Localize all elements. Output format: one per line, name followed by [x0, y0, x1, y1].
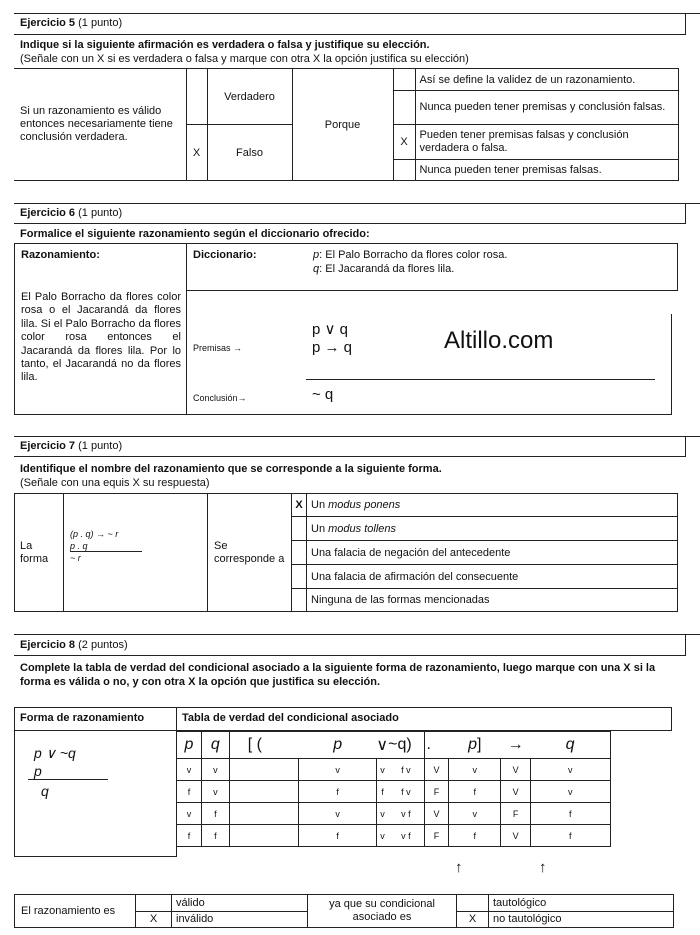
ej8-form-line3: q: [41, 783, 49, 799]
tt-head: q: [531, 732, 611, 759]
rule: [685, 436, 686, 457]
tt-cell: v: [376, 825, 388, 847]
tt-cell: f: [201, 803, 229, 825]
tt-pad: [610, 781, 695, 803]
ej5-instruction: Indique si la siguiente afirmación es verdadera o falsa y justifique su elección.: [20, 39, 430, 51]
tt-cell: v: [376, 803, 388, 825]
ej8-table-header: Tabla de verdad del condicional asociado: [182, 712, 399, 724]
ej8-instruction: Complete la tabla de verdad del condicional asociado a la siguiente forma de razonamiento, luego marque con una X si la forma es válida o no, y con otra X la opción que justifica su elección.: [20, 662, 656, 688]
ej8-valid: válido: [172, 895, 308, 912]
ej6-dict-p: p: El Palo Borracho da flores color rosa.: [313, 249, 508, 261]
tt-cell: F: [424, 825, 449, 847]
ej8-not-taut: no tautológico: [489, 911, 674, 928]
tt-head: ~q): [388, 732, 424, 759]
ej7-note: (Señale con una equis X su respuesta): [20, 477, 210, 489]
tt-head: p]: [449, 732, 501, 759]
tt-head: p: [177, 732, 202, 759]
tt-cell: [229, 759, 299, 781]
rule: [677, 243, 678, 291]
ej6-premise-1: p ∨ q: [312, 321, 348, 338]
ej5-table: [14, 68, 679, 181]
tt-cell: f v: [388, 759, 424, 781]
ej5-reason: Pueden tener premisas falsas y conclusión verdadera o falsa.: [415, 125, 679, 159]
ej8-result-table: [14, 894, 674, 928]
tt-head: p: [299, 732, 377, 759]
rule: [14, 223, 686, 224]
tt-cell: f: [531, 803, 611, 825]
tt-cell: v: [177, 803, 202, 825]
ej6-instruction: Formalice el siguiente razonamiento según el diccionario ofrecido:: [20, 228, 370, 240]
tt-cell: v: [449, 803, 501, 825]
tt-cell: v: [449, 759, 501, 781]
ej8-because: ya que su condicional asociado es: [308, 895, 457, 928]
ej7-option-mark[interactable]: X: [292, 494, 307, 517]
ej7-form-label: La forma: [15, 494, 64, 612]
ej5-because: Porque: [292, 69, 393, 181]
tt-cell: v: [376, 759, 388, 781]
tt-cell: f: [177, 825, 202, 847]
ej5-reason: Nunca pueden tener premisas y conclusión falsas.: [415, 91, 679, 125]
tt-head: .: [424, 732, 449, 759]
tt-cell: v f: [388, 803, 424, 825]
rule: [14, 856, 177, 857]
ej7-option: Un modus tollens: [307, 517, 678, 541]
tt-cell: [229, 803, 299, 825]
tt-cell: f: [177, 781, 202, 803]
tt-cell: f: [449, 825, 501, 847]
ej5-true-mark[interactable]: [186, 69, 207, 125]
rule: [14, 34, 686, 35]
rule: [14, 414, 672, 415]
rule: [14, 707, 15, 731]
rule: [671, 314, 672, 414]
ej5-true-label: Verdadero: [207, 69, 292, 125]
tt-cell: f: [449, 781, 501, 803]
tt-cell: V: [424, 803, 449, 825]
ej6-premise-2: p → q: [312, 339, 353, 356]
ej8-form-line2: p: [34, 763, 42, 779]
tt-cell: V: [424, 759, 449, 781]
ej6-conclusion-label: Conclusión→: [193, 393, 247, 403]
form-rule: [28, 779, 108, 780]
ej6-reasoning-label: Razonamiento:: [21, 249, 100, 261]
tt-cell: v: [177, 759, 202, 781]
ej7-form-line3: ~ r: [70, 552, 81, 563]
ej6-conclusion: ~ q: [312, 386, 334, 403]
ej7-form-line1: (p . q) → ~ r: [70, 528, 119, 539]
ej5-reason: Nunca pueden tener premisas falsas.: [415, 159, 679, 180]
ej7-instruction: Identifique el nombre del razonamiento que se corresponde a la siguiente forma.: [20, 463, 442, 475]
tt-cell: F: [501, 803, 531, 825]
ej5-false-label: Falso: [207, 125, 292, 181]
ej6-heading: Ejercicio 6 (1 punto): [20, 207, 123, 219]
ej7-option: Una falacia de afirmación del consecuente: [307, 565, 678, 589]
tt-cell: f: [299, 825, 377, 847]
tt-cell: [229, 825, 299, 847]
tt-cell: f: [376, 781, 388, 803]
tt-head: [ (: [229, 732, 299, 759]
ej7-heading: Ejercicio 7 (1 punto): [20, 440, 123, 452]
ej8-invalid-mark[interactable]: X: [136, 911, 172, 928]
ej5-reason-mark[interactable]: [393, 69, 415, 91]
tt-cell: v: [201, 781, 229, 803]
ej7-option-mark[interactable]: [292, 541, 307, 565]
tt-cell: f: [299, 781, 377, 803]
tt-cell: v: [531, 781, 611, 803]
ej5-heading: Ejercicio 5 (1 punto): [20, 17, 123, 29]
tt-cell: F: [424, 781, 449, 803]
rule: [14, 13, 700, 14]
tt-cell: [229, 781, 299, 803]
ej8-form-line1: p ∨ ~q: [34, 745, 76, 761]
tt-cell: v: [299, 803, 377, 825]
rule: [14, 243, 15, 415]
ej5-statement: Si un razonamiento es válido entonces necesariamente tiene conclusión verdadera.: [14, 69, 186, 181]
ej6-dict-q: q: El Jacarandá da flores lila.: [313, 263, 455, 275]
ej6-dict-label: Diccionario:: [193, 249, 257, 261]
ej7-option: Una falacia de negación del antecedente: [307, 541, 678, 565]
tt-cell: v: [299, 759, 377, 781]
tt-cell: V: [501, 781, 531, 803]
arrow-up-icon: ↑: [455, 859, 463, 876]
tt-cell: v: [531, 759, 611, 781]
watermark: Altillo.com: [444, 327, 554, 354]
ej7-option-mark[interactable]: [292, 589, 307, 612]
ej5-false-mark[interactable]: X: [186, 125, 207, 181]
tt-cell: V: [501, 825, 531, 847]
ej5-reason-mark[interactable]: X: [393, 125, 415, 159]
tt-head: q: [201, 732, 229, 759]
tt-pad: [610, 759, 695, 781]
rule: [186, 243, 187, 415]
tt-cell: f v: [388, 781, 424, 803]
ej6-premisas-label: Premisas →: [193, 343, 243, 353]
rule: [685, 203, 686, 224]
conclusion-rule: [306, 379, 655, 380]
ej8-invalid: inválido: [172, 911, 308, 928]
rule: [685, 634, 686, 656]
rule: [14, 634, 700, 635]
rule: [14, 707, 672, 708]
ej5-reason-mark[interactable]: [393, 91, 415, 125]
tt-cell: v f: [388, 825, 424, 847]
tt-cell: f: [531, 825, 611, 847]
rule: [14, 456, 686, 457]
ej7-option-mark[interactable]: [292, 517, 307, 541]
ej7-form-line2: p . q: [70, 539, 142, 552]
rule: [671, 707, 672, 731]
ej8-form-header: Forma de razonamiento: [20, 712, 145, 724]
tt-head: →: [501, 732, 531, 759]
ej7-option-mark[interactable]: [292, 565, 307, 589]
rule: [14, 203, 700, 204]
ej8-taut: tautológico: [489, 895, 674, 912]
tt-head: ∨: [376, 732, 388, 759]
ej8-valid-mark[interactable]: [136, 895, 172, 912]
ej8-not-taut-mark[interactable]: X: [457, 911, 489, 928]
ej7-option: Ninguna de las formas mencionadas: [307, 589, 678, 612]
ej7-option: Un modus ponens: [307, 494, 678, 517]
ej6-reasoning-text: El Palo Borracho da flores color rosa o el Jacarandá da flores lila. Si el Palo Borracho da flores color rosa entonces el Jacarandá da flores lila. Por lo tanto, el Jacarandá no da flores lila.: [21, 291, 181, 384]
ej7-table: [14, 493, 678, 612]
rule: [14, 731, 15, 857]
tt-cell: V: [501, 759, 531, 781]
ej8-taut-mark[interactable]: [457, 895, 489, 912]
tt-pad: [610, 732, 695, 759]
rule: [14, 243, 677, 244]
tt-cell: v: [201, 759, 229, 781]
rule: [14, 436, 700, 437]
tt-pad: [610, 825, 695, 847]
ej8-truth-table: [176, 731, 696, 847]
ej5-reason: Así se define la validez de un razonamiento.: [415, 69, 679, 91]
ej8-result-label: El razonamiento es: [15, 895, 136, 928]
tt-pad: [610, 803, 695, 825]
ej5-reason-mark[interactable]: [393, 159, 415, 180]
rule: [14, 655, 686, 656]
ej5-note: (Señale con un X si es verdadera o falsa y marque con otra X la opción justifica su elección): [20, 53, 469, 65]
tt-cell: f: [201, 825, 229, 847]
ej7-form: [64, 494, 208, 612]
ej8-heading: Ejercicio 8 (2 puntos): [20, 639, 128, 651]
arrow-up-icon: ↑: [539, 859, 547, 876]
rule: [685, 13, 686, 35]
ej7-corresponds: Se corresponde a: [208, 494, 292, 612]
rule: [186, 290, 677, 291]
